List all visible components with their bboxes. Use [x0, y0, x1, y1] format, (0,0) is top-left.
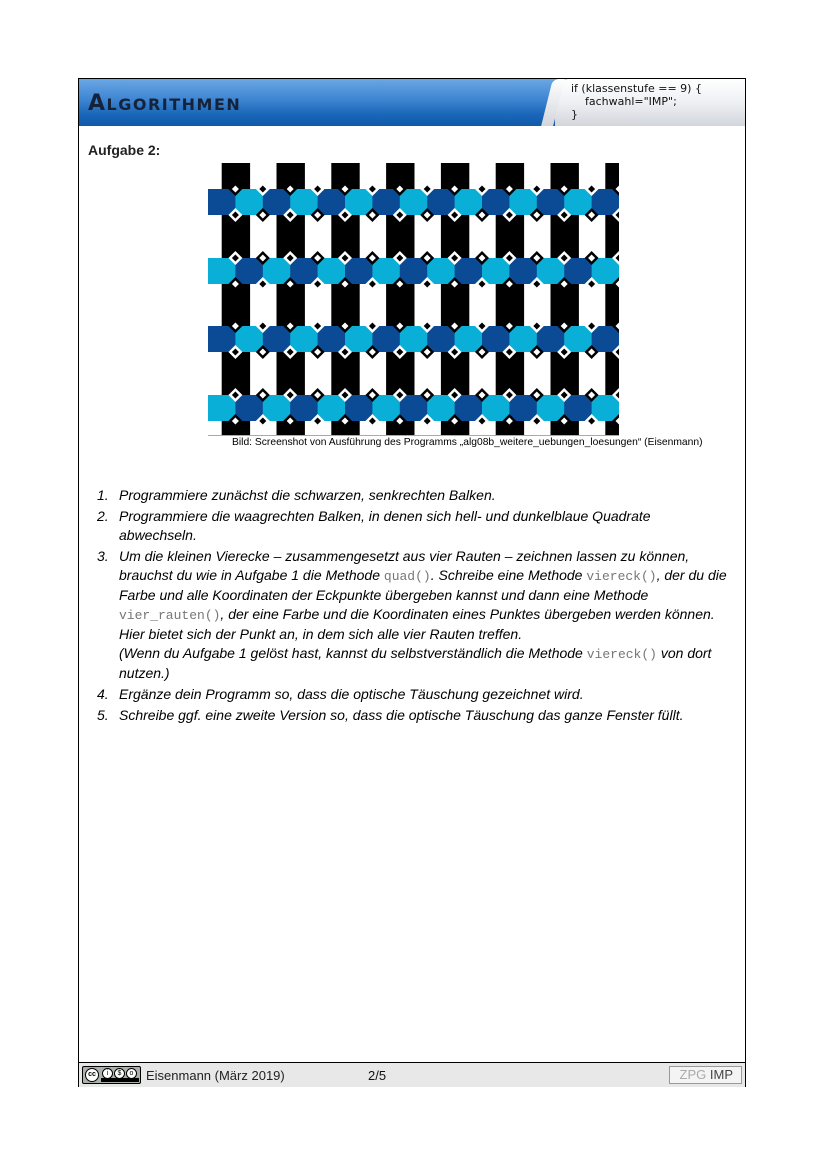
sa-icon: o: [126, 1068, 137, 1079]
band-square: [592, 395, 619, 421]
band-square: [427, 258, 455, 284]
task-list: [97, 486, 727, 727]
band-square: [537, 189, 565, 215]
code-method-name: vier_rauten(): [119, 608, 221, 623]
brand-badge: [669, 1066, 742, 1084]
band-square: [482, 189, 510, 215]
band-square: [345, 326, 373, 352]
brand-zpg: ZPG: [679, 1067, 707, 1082]
band-square: [400, 189, 428, 215]
band-square: [263, 258, 291, 284]
band-square: [318, 258, 346, 284]
header-title-initial: A: [88, 91, 107, 116]
band-square: [509, 258, 537, 284]
code-method-name: viereck(): [586, 569, 657, 584]
cc-license-icon[interactable]: [82, 1066, 141, 1084]
code-line: }: [571, 108, 578, 121]
optical-illusion-image: [208, 163, 619, 435]
band-square: [427, 395, 455, 421]
page-header: [79, 79, 745, 126]
brand-imp: IMP: [709, 1067, 733, 1082]
band-square: [372, 395, 400, 421]
band-square: [482, 258, 510, 284]
band-square: [263, 395, 291, 421]
task-text: Ergänze dein Programm so, dass die optische Täuschung gezeichnet wird.: [119, 686, 584, 702]
band-square: [509, 395, 537, 421]
task-text: Programmiere die waagrechten Balken, in denen sich hell- und dunkelblaue Quadrate abwechseln.: [119, 508, 651, 543]
header-title-rest: LGORITHMEN: [106, 95, 242, 114]
task-text: Programmiere zunächst die schwarzen, senkrechten Balken.: [119, 487, 496, 503]
footer-author: Eisenmann (März 2019): [146, 1068, 285, 1083]
page-number: 2/5: [368, 1068, 387, 1083]
task-item: [97, 486, 727, 505]
task-number: 4.: [97, 686, 109, 702]
band-square: [564, 189, 592, 215]
code-snippet-box: [555, 79, 745, 126]
band-square: [263, 326, 291, 352]
cc-icon: cc: [85, 1068, 99, 1082]
band-square: [592, 258, 619, 284]
band-square: [235, 258, 263, 284]
band-square: [564, 258, 592, 284]
task-item: [97, 507, 727, 545]
band-square: [482, 395, 510, 421]
band-square: [372, 326, 400, 352]
band-square: [537, 326, 565, 352]
task-item: [97, 706, 727, 725]
task-text: (Wenn du Aufgabe 1 gelöst hast, kannst du selbstverständlich die Methode: [119, 645, 587, 661]
band-square: [208, 189, 236, 215]
band-square: [372, 258, 400, 284]
band-square: [400, 395, 428, 421]
band-square: [564, 395, 592, 421]
band-square: [235, 395, 263, 421]
task-number: 2.: [97, 508, 109, 524]
band-square: [482, 326, 510, 352]
black-bar: [605, 352, 619, 395]
section-heading: Aufgabe 2:: [88, 142, 161, 158]
code-line: fachwahl="IMP";: [571, 95, 677, 108]
nc-icon: $: [114, 1068, 125, 1079]
license-strip: [101, 1078, 139, 1082]
by-icon: i: [102, 1068, 113, 1079]
header-title: [88, 91, 241, 116]
band-square: [345, 258, 373, 284]
band-square: [208, 326, 236, 352]
task-number: 1.: [97, 487, 109, 503]
task-item: [97, 547, 727, 683]
band-square: [427, 326, 455, 352]
band-square: [455, 395, 483, 421]
task-text: , der du die Farbe und alle Koordinaten der Eckpunkte übergeben kannst und dann eine Methode: [119, 567, 727, 603]
black-bar: [605, 215, 619, 258]
band-square: [455, 258, 483, 284]
band-square: [345, 395, 373, 421]
band-square: [372, 189, 400, 215]
band-square: [592, 189, 619, 215]
band-square: [345, 189, 373, 215]
band-square: [208, 395, 236, 421]
band-square: [509, 326, 537, 352]
band-square: [509, 189, 537, 215]
band-square: [427, 189, 455, 215]
band-square: [290, 395, 318, 421]
band-square: [290, 189, 318, 215]
band-square: [537, 258, 565, 284]
band-square: [263, 189, 291, 215]
band-square: [290, 326, 318, 352]
task-text: , der eine Farbe und die Koordinaten eines Punktes übergeben werden können. Hier bietet sich der Punkt an, in dem sich alle vier Rauten treffen.: [119, 606, 715, 642]
code-snippet: [571, 82, 702, 121]
black-bar: [605, 284, 619, 326]
task-text: Schreibe ggf. eine zweite Version so, dass die optische Täuschung das ganze Fenster füllt.: [119, 707, 684, 723]
code-method-name: quad(): [383, 569, 431, 584]
code-method-name: viereck(): [586, 647, 657, 662]
band-square: [400, 258, 428, 284]
task-item: [97, 685, 727, 704]
band-square: [537, 395, 565, 421]
task-text: von dort nutzen.): [119, 645, 712, 681]
page-footer: [79, 1062, 745, 1087]
code-line: if (klassenstufe == 9) {: [571, 82, 702, 95]
band-square: [592, 326, 619, 352]
band-square: [455, 326, 483, 352]
task-number: 3.: [97, 548, 109, 564]
band-square: [235, 189, 263, 215]
band-square: [290, 258, 318, 284]
band-square: [564, 326, 592, 352]
band-square: [318, 395, 346, 421]
band-square: [455, 189, 483, 215]
band-square: [235, 326, 263, 352]
task-text: Um die kleinen Vierecke – zusammengesetzt aus vier Rauten – zeichnen lassen zu können, brauchst du wie in Aufgabe 1 die Methode: [119, 548, 690, 583]
band-square: [400, 326, 428, 352]
task-text: . Schreibe eine Methode: [430, 567, 587, 583]
image-underline: [208, 435, 619, 436]
band-square: [318, 326, 346, 352]
band-square: [208, 258, 236, 284]
task-number: 5.: [97, 707, 109, 723]
band-square: [318, 189, 346, 215]
image-caption: Bild: Screenshot von Ausführung des Programms „alg08b_weitere_uebungen_loesungen“ (Eisenmann): [232, 437, 703, 448]
